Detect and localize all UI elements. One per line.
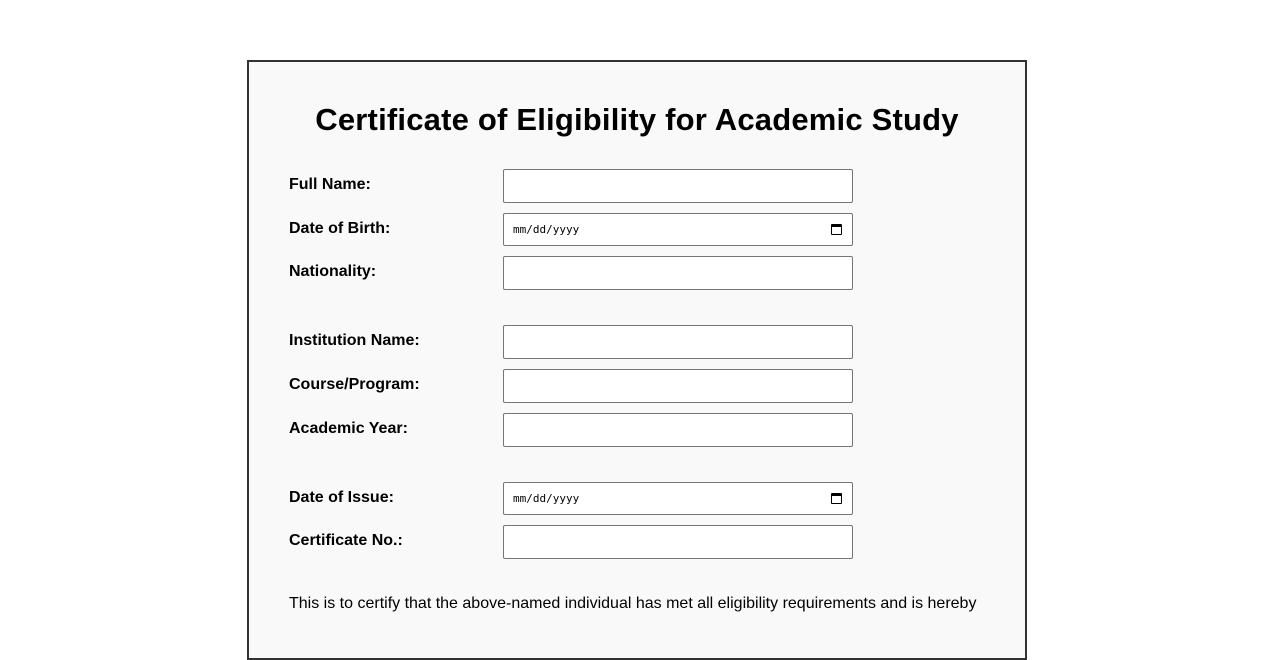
full-name-row: [289, 169, 889, 203]
date-of-issue-input[interactable]: [503, 482, 853, 515]
course-program-input[interactable]: [503, 369, 853, 403]
institution-name-row: [289, 325, 889, 359]
date-of-issue-placeholder: mm/dd/yyyy: [513, 492, 580, 505]
full-name-label: Full Name:: [289, 176, 371, 193]
certificate-title: Certificate of Eligibility for Academic Study: [315, 102, 959, 137]
date-of-birth-placeholder: mm/dd/yyyy: [513, 223, 580, 236]
academic-year-input[interactable]: [503, 413, 853, 447]
date-of-birth-input[interactable]: [503, 213, 853, 246]
nationality-input[interactable]: [503, 256, 853, 290]
nationality-label: Nationality:: [289, 263, 377, 280]
institution-name-input[interactable]: [503, 325, 853, 359]
date-of-birth-row: [289, 213, 889, 247]
date-of-issue-row: [289, 482, 889, 516]
full-name-input[interactable]: [503, 169, 853, 203]
course-program-label: Course/Program:: [289, 376, 420, 393]
certificate-number-label: Certificate No.:: [289, 532, 403, 549]
certificate-number-input[interactable]: [503, 525, 853, 559]
certification-statement: This is to certify that the above-named individual has met all eligibility requirements and is hereby: [289, 595, 977, 612]
certificate-number-row: [289, 525, 889, 559]
certificate-panel: [247, 60, 1027, 660]
calendar-icon[interactable]: [831, 493, 842, 504]
institution-name-label: Institution Name:: [289, 332, 420, 349]
calendar-icon[interactable]: [831, 224, 842, 235]
academic-year-label: Academic Year:: [289, 420, 408, 437]
date-of-issue-label: Date of Issue:: [289, 489, 394, 506]
nationality-row: [289, 256, 889, 290]
course-program-row: [289, 369, 889, 403]
date-of-birth-label: Date of Birth:: [289, 220, 391, 237]
academic-year-row: [289, 413, 889, 447]
